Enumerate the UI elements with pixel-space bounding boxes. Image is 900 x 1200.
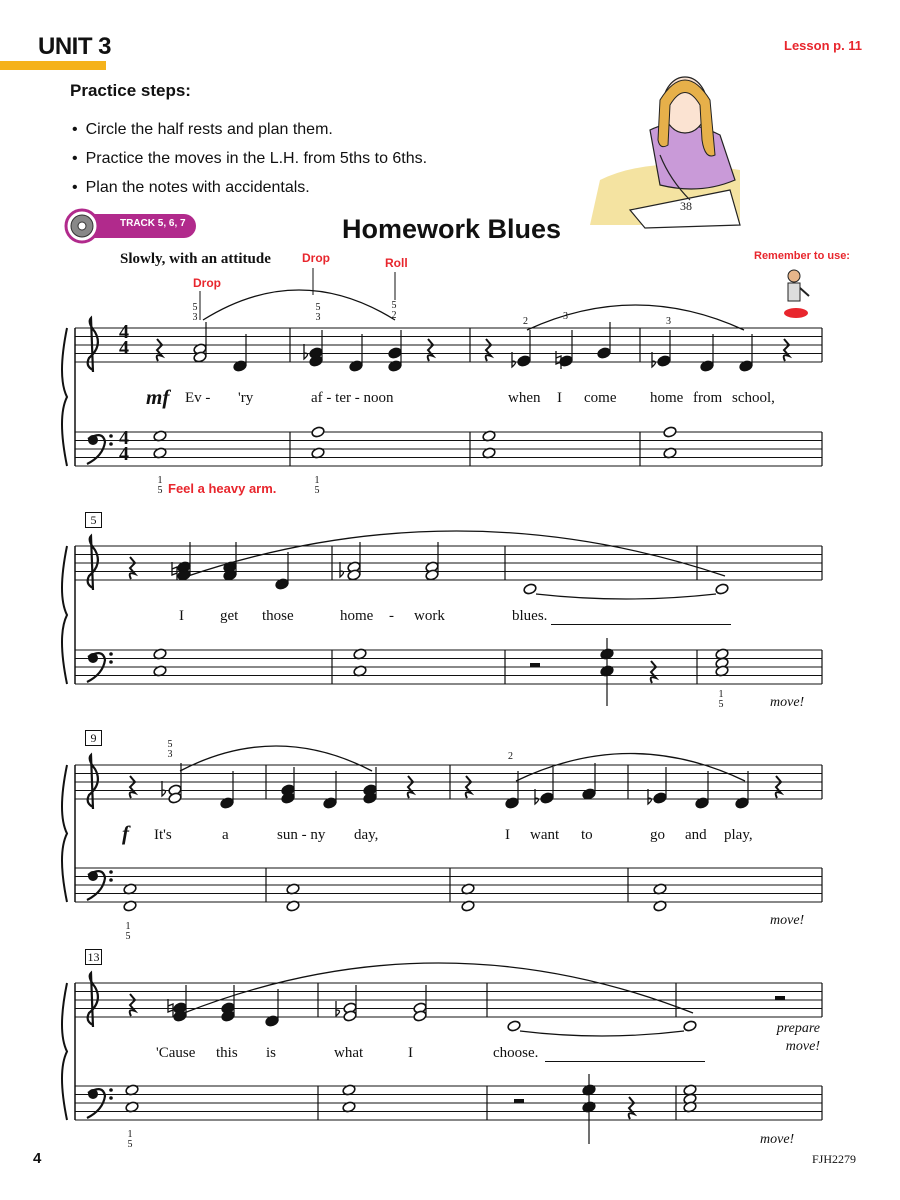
note-head xyxy=(653,792,667,804)
bass-clef-dot xyxy=(109,870,113,874)
lyric: home xyxy=(340,608,374,624)
bass-clef-dot xyxy=(109,442,113,446)
drop-annotation: Drop xyxy=(193,276,221,290)
heavy-arm-annotation: Feel a heavy arm. xyxy=(168,481,277,496)
fingering: 1 5 xyxy=(125,921,131,942)
song-title: Homework Blues xyxy=(342,214,562,244)
quarter-rest xyxy=(651,661,656,683)
catalog-number: FJH2279 xyxy=(812,1152,857,1166)
page-number: 4 xyxy=(33,1150,42,1167)
note-head xyxy=(507,1020,521,1032)
quarter-rest xyxy=(428,339,433,361)
bullet: • xyxy=(72,121,78,138)
slur xyxy=(516,754,745,782)
brace xyxy=(62,765,67,902)
move-cue: move! xyxy=(760,1132,795,1147)
flat-sign xyxy=(535,789,539,804)
quarter-rest xyxy=(629,1097,634,1119)
brace xyxy=(62,328,67,466)
measure-number: 13 xyxy=(85,949,102,965)
fingering: 1 5 xyxy=(314,475,320,496)
remember-label: Remember to use: xyxy=(754,250,850,262)
slur xyxy=(527,305,744,330)
note-head xyxy=(663,426,677,438)
measure-number: 5 xyxy=(85,512,102,528)
lyric: I xyxy=(505,827,510,843)
flat-sign xyxy=(162,781,166,796)
move-cue: move! xyxy=(770,913,805,928)
quarter-rest xyxy=(776,776,781,798)
note-head xyxy=(388,347,402,359)
note-head xyxy=(523,583,537,595)
svg-text:38: 38 xyxy=(680,199,692,213)
quarter-rest xyxy=(408,776,413,798)
time-sig-bottom: 4 xyxy=(119,443,129,465)
bass-clef-dot xyxy=(109,1088,113,1092)
time-signature-bass xyxy=(119,427,129,465)
bullet: • xyxy=(72,150,78,167)
lyric: get xyxy=(220,608,239,624)
quarter-rest xyxy=(157,339,162,361)
lyric: I xyxy=(557,390,562,406)
lyric: sun - ny xyxy=(277,827,326,843)
tie xyxy=(536,594,716,599)
lyric: what xyxy=(334,1045,364,1061)
flat-sign xyxy=(652,352,656,367)
track-label: TRACK 5, 6, 7 xyxy=(120,218,186,229)
lyric: home xyxy=(650,390,684,406)
practice-step-text: Practice the moves in the L.H. from 5ths to 6ths. xyxy=(85,150,428,167)
lyric: choose. xyxy=(493,1045,539,1061)
fingering: 1 5 xyxy=(127,1129,133,1150)
bass-clef-dot xyxy=(109,652,113,656)
quarter-rest xyxy=(466,776,471,798)
note-head xyxy=(597,347,611,359)
move-cue: move! xyxy=(770,695,805,710)
time-signature-treble xyxy=(119,321,129,359)
brace xyxy=(62,983,67,1120)
time-sig-top: 4 xyxy=(119,321,129,343)
flat-sign xyxy=(304,344,308,359)
half-rest xyxy=(775,996,785,1000)
prepare-text: prepare xyxy=(776,1021,820,1036)
slur xyxy=(203,290,395,320)
quarter-rest xyxy=(784,339,789,361)
unit-title: UNIT 3 xyxy=(38,33,112,60)
quarter-rest xyxy=(130,776,135,798)
fingering: 2 xyxy=(508,751,513,762)
fingering: 5 3 xyxy=(315,302,321,323)
lyric: af - ter - noon xyxy=(311,390,394,406)
bullet: • xyxy=(72,179,78,196)
time-sig-bottom: 4 xyxy=(119,337,129,359)
note-head xyxy=(582,788,596,800)
lyric: - xyxy=(389,608,394,624)
quarter-rest xyxy=(486,339,491,361)
fingering: 5 3 xyxy=(167,739,173,760)
lyric: I xyxy=(179,608,184,624)
measure-number: 9 xyxy=(85,730,102,746)
fingering: 2 xyxy=(523,316,528,327)
lesson-reference: Lesson p. 11 xyxy=(784,38,863,53)
lyric: blues. xyxy=(512,608,548,624)
fingering: 5 3 xyxy=(192,302,198,323)
half-rest xyxy=(514,1099,524,1103)
fingering: 3 xyxy=(666,316,671,327)
quarter-rest xyxy=(130,557,135,579)
slur xyxy=(180,746,372,771)
lyric: from xyxy=(693,390,723,406)
lyric: It's xyxy=(154,827,172,843)
time-sig-top: 4 xyxy=(119,427,129,449)
lyric: to xyxy=(581,827,593,843)
lyric: and xyxy=(685,827,707,843)
lyric: go xyxy=(650,827,665,843)
flat-sign xyxy=(648,789,652,804)
dynamic-mf: mf xyxy=(146,385,170,409)
note-head xyxy=(311,426,325,438)
melisma-line xyxy=(551,624,731,625)
lyric: those xyxy=(262,608,294,624)
bass-clef-dot xyxy=(109,434,113,438)
practice-heading: Practice steps: xyxy=(70,81,191,100)
fingering: 5 2 xyxy=(391,300,397,321)
note-head xyxy=(517,355,531,367)
lyric: when xyxy=(508,390,541,406)
prepare-move-cue xyxy=(762,1020,820,1056)
practice-step-text: Plan the notes with accidentals. xyxy=(85,179,310,196)
roll-annotation: Roll xyxy=(385,256,408,270)
lyric: a xyxy=(222,827,229,843)
lyric: play, xyxy=(724,827,753,843)
slur xyxy=(188,531,725,576)
fingering: 1 5 xyxy=(157,475,163,496)
slur xyxy=(184,963,693,1013)
bass-clef-dot xyxy=(109,660,113,664)
fingering: 1 5 xyxy=(718,689,724,710)
lyric: this xyxy=(216,1045,238,1061)
flat-sign xyxy=(340,562,344,577)
drop-annotation: Drop xyxy=(302,251,330,265)
melisma-line xyxy=(545,1061,705,1062)
tie xyxy=(520,1031,684,1036)
practice-step-text: Circle the half rests and plan them. xyxy=(85,121,333,138)
lyric: come xyxy=(584,390,617,406)
dynamic-f: f xyxy=(122,821,129,845)
tempo-marking: Slowly, with an attitude xyxy=(120,251,271,267)
note-head xyxy=(683,1020,697,1032)
bass-clef-dot xyxy=(109,878,113,882)
move-text: move! xyxy=(785,1039,820,1054)
lyric: 'Cause xyxy=(156,1045,196,1061)
bass-clef-dot xyxy=(109,1096,113,1100)
note-head xyxy=(657,355,671,367)
note-head xyxy=(715,583,729,595)
lyric: I xyxy=(408,1045,413,1061)
quarter-rest xyxy=(130,994,135,1016)
half-rest xyxy=(530,663,540,667)
lyric: 'ry xyxy=(238,390,254,406)
note-head xyxy=(540,792,554,804)
lyric: work xyxy=(414,608,445,624)
lyric: want xyxy=(530,827,560,843)
fingering: 3 xyxy=(563,311,568,322)
lyric: school, xyxy=(732,390,775,406)
lyric: Ev - xyxy=(185,390,211,406)
flat-sign xyxy=(512,352,516,367)
lyric: day, xyxy=(354,827,379,843)
brace xyxy=(62,546,67,684)
lyric: is xyxy=(266,1045,277,1061)
